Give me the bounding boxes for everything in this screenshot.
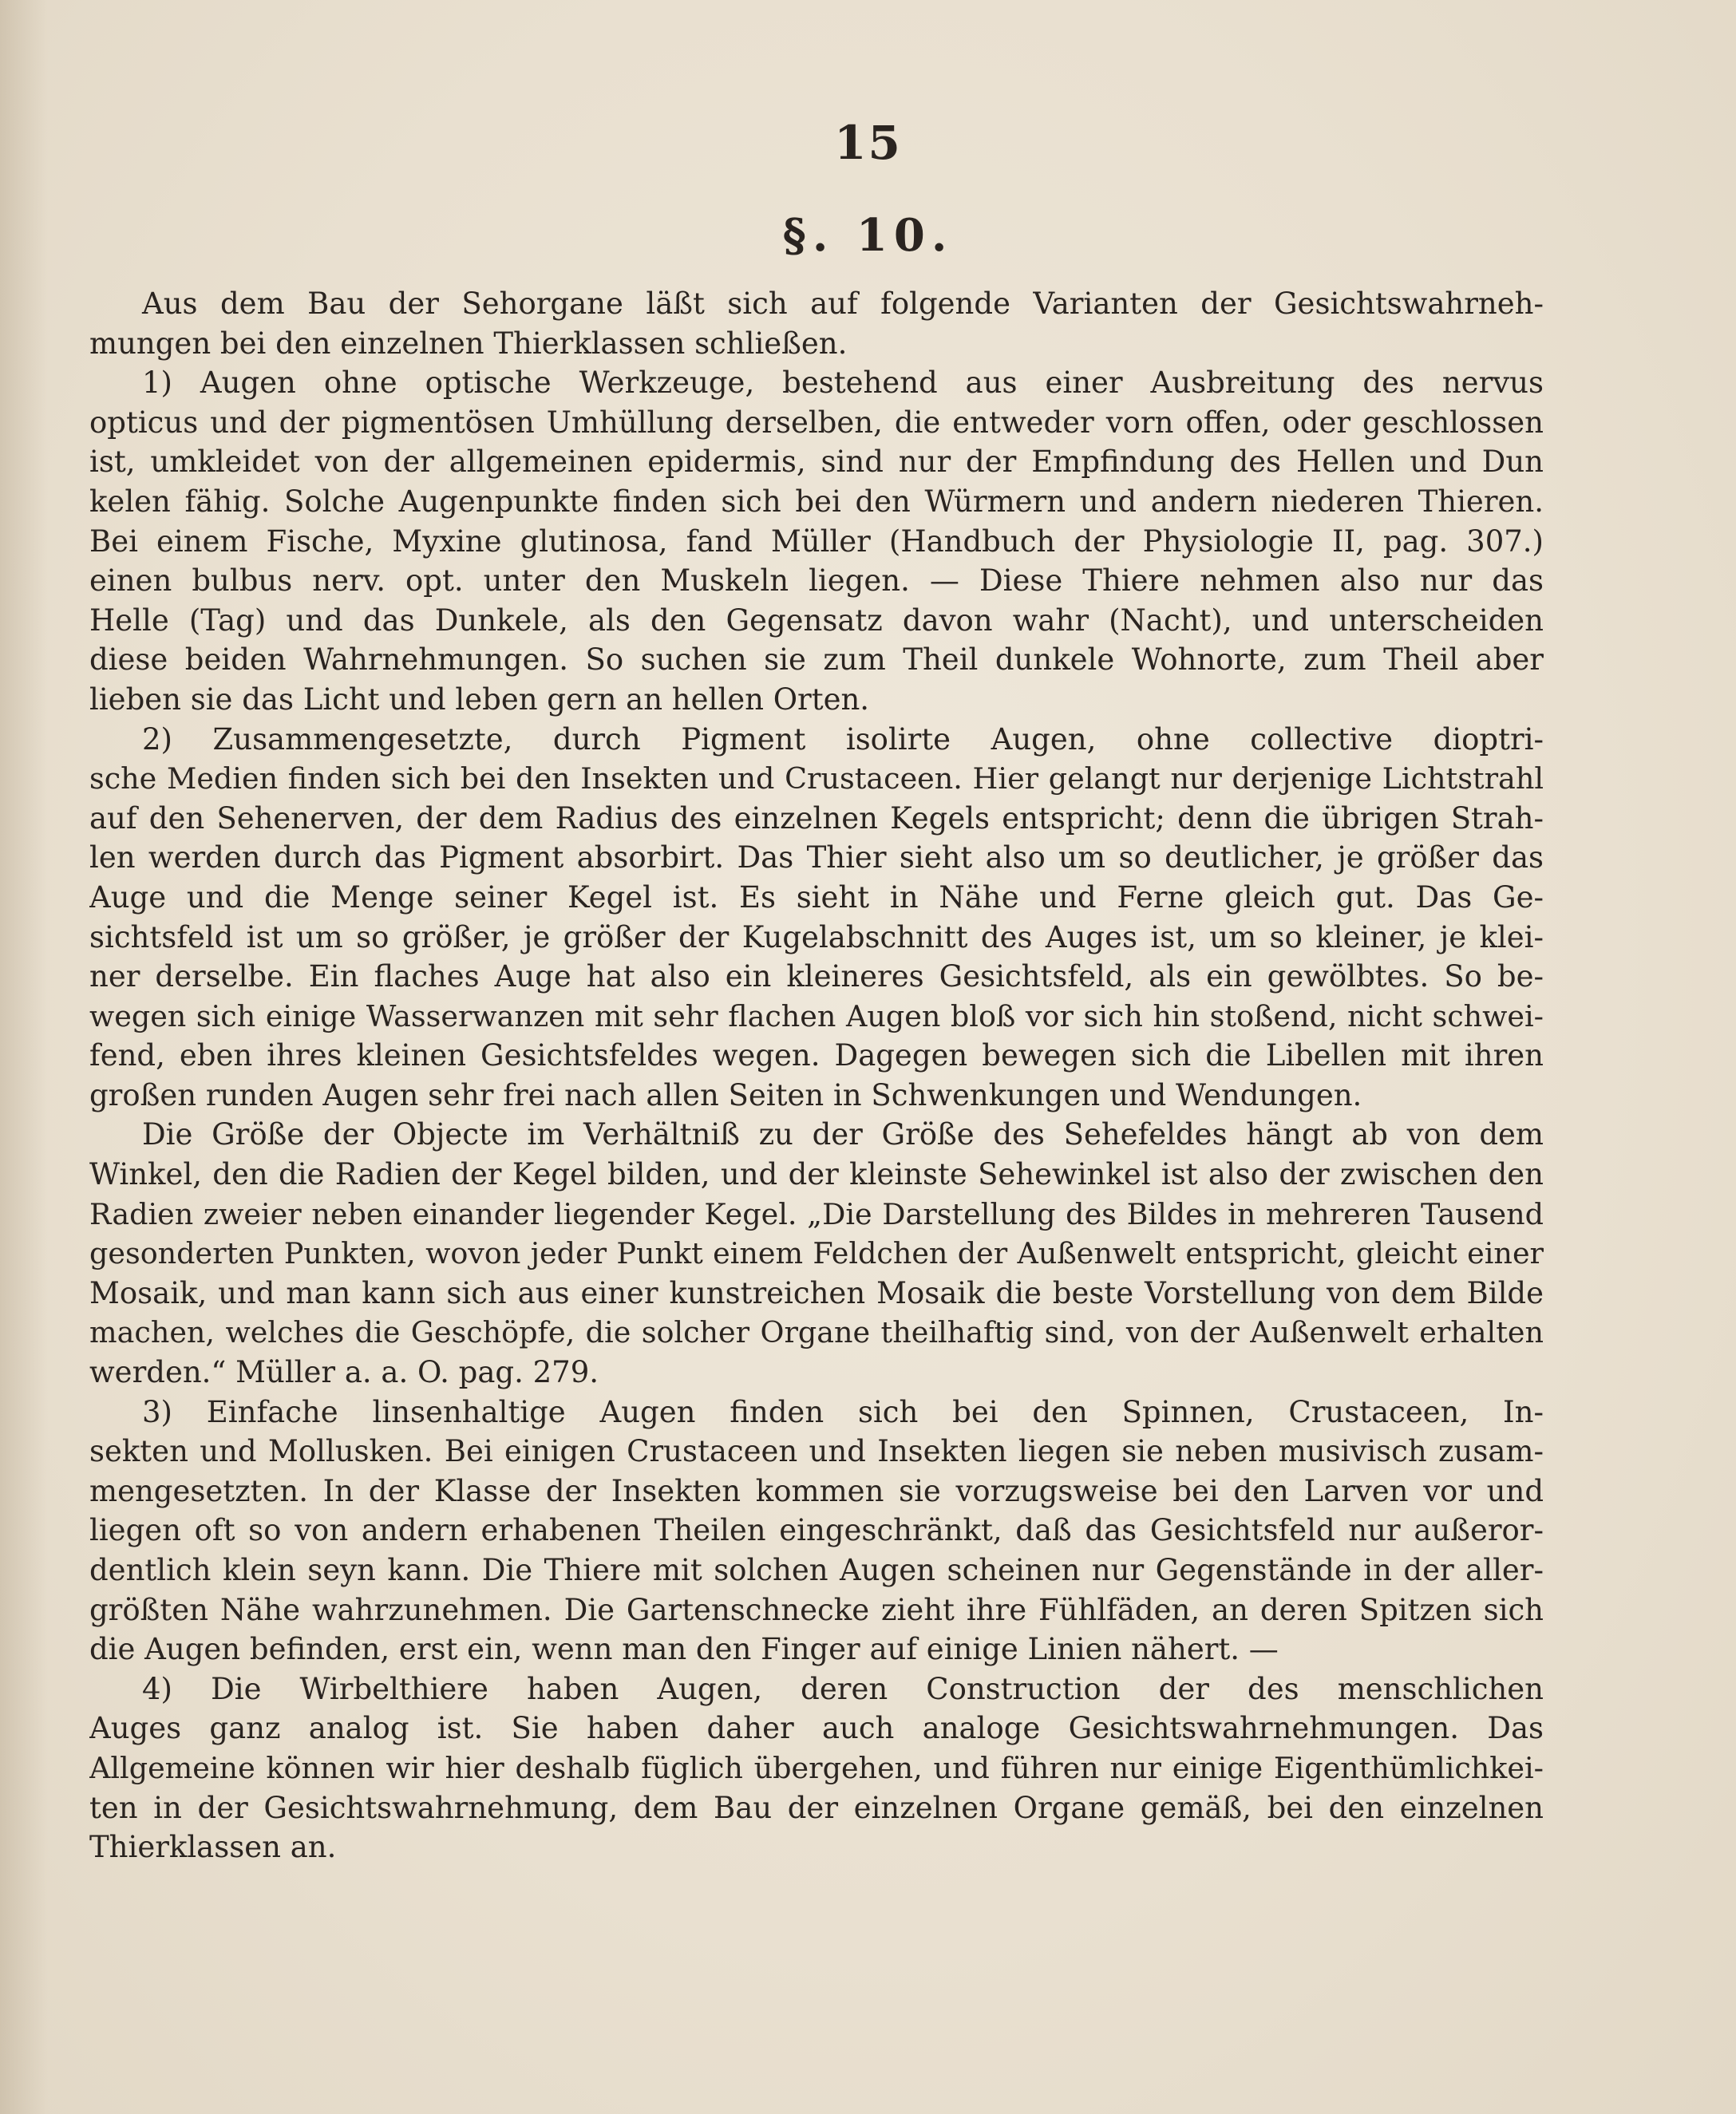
text-line: ner derselbe. Ein flaches Auge hat also ein kleineres Gesichtsfeld, als ein gewölbtes. So be- [89,959,1544,994]
text-line: Helle (Tag) und das Dunkele, als den Gegensatz davon wahr (Nacht), und unterscheiden [89,603,1544,638]
text-line: werden.“ Müller a. a. O. pag. 279. [89,1355,599,1390]
binding-shadow [0,0,48,2114]
text-line: mungen bei den einzelnen Thierklassen schließen. [89,326,848,361]
text-line: Die Größe der Objecte im Verhältniß zu der Größe des Sehefeldes hängt ab von dem [142,1117,1544,1152]
paragraph-item-4 [89,1669,1544,1867]
text-line: Winkel, den die Radien der Kegel bilden, und der kleinste Sehewinkel ist also der zwischen den [89,1157,1544,1192]
paragraph-item-1 [89,363,1544,719]
text-line: großen runden Augen sehr frei nach allen Seiten in Schwenkungen und Wendungen. [89,1077,1362,1112]
text-line: ist, umkleidet von der allgemeinen epidermis, sind nur der Empfindung des Hellen und Dun [89,445,1544,480]
text-line: Mosaik, und man kann sich aus einer kunstreichen Mosaik die beste Vorstellung von dem Bilde [89,1275,1544,1310]
text-line: diese beiden Wahrnehmungen. So suchen sie zum Theil dunkele Wohnorte, zum Theil aber [89,642,1544,678]
text-line: sche Medien finden sich bei den Insekten und Crustaceen. Hier gelangt nur derjenige Lichtstrahl [89,761,1544,796]
paragraph-intro [89,284,1544,363]
text-line: Radien zweier neben einander liegender Kegel. „Die Darstellung des Bildes in mehreren Tausend [89,1196,1544,1231]
text-line: gesonderten Punkten, wovon jeder Punkt einem Feldchen der Außenwelt entspricht, gleicht einer [89,1236,1544,1271]
body-text [89,284,1544,1867]
text-line: Bei einem Fische, Myxine glutinosa, fand Müller (Handbuch der Physiologie II, pag. 307.) [89,524,1544,559]
text-line: einen bulbus nerv. opt. unter den Muskeln liegen. — Diese Thiere nehmen also nur das [89,563,1544,599]
text-line: wegen sich einige Wasserwanzen mit sehr flachen Augen bloß vor sich hin stoßend, nicht schwei- [89,998,1544,1033]
text-line: dentlich klein seyn kann. Die Thiere mit solchen Augen scheinen nur Gegenstände in der aller- [89,1553,1544,1587]
text-line: sichtsfeld ist um so größer, je größer der Kugelabschnitt des Auges ist, um so kleiner, je klei- [89,919,1544,954]
text-line: sekten und Mollusken. Bei einigen Crustaceen und Insekten liegen sie neben musivisch zusam- [89,1434,1544,1469]
text-line: 1) Augen ohne optische Werkzeuge, bestehend aus einer Ausbreitung des nervus [142,366,1544,401]
paragraph-mosaic [89,1115,1544,1392]
text-line: Auges ganz analog ist. Sie haben daher auch analoge Gesichtswahrnehmungen. Das [89,1711,1544,1746]
text-line: machen, welches die Geschöpfe, die solcher Organe theilhaftig sind, von der Außenwelt erhalten [89,1315,1544,1350]
page-number: 15 [834,116,902,170]
text-line: kelen fähig. Solche Augenpunkte finden sich bei den Würmern und andern niederen Thieren. [89,484,1544,519]
text-line: die Augen befinden, erst ein, wenn man den Finger auf einige Linien nähert. — [89,1632,1279,1667]
text-line: Aus dem Bau der Sehorgane läßt sich auf folgende Varianten der Gesichtswahrneh- [142,286,1544,321]
text-line: lieben sie das Licht und leben gern an hellen Orten. [89,682,870,717]
text-line: größten Nähe wahrzunehmen. Die Gartenschnecke zieht ihre Fühlfäden, an deren Spitzen sich [89,1592,1544,1627]
text-line: Thierklassen an. [89,1830,337,1865]
text-line: mengesetzten. In der Klasse der Insekten kommen sie vorzugsweise bei den Larven vor und [89,1473,1544,1508]
text-line: len werden durch das Pigment absorbirt. Das Thier sieht also um so deutlicher, je größer das [89,840,1544,875]
text-line: 3) Einfache linsenhaltige Augen finden sich bei den Spinnen, Crustaceen, In- [142,1394,1544,1429]
text-line: Allgemeine können wir hier deshalb füglich übergehen, und führen nur einige Eigenthümlichkei- [89,1750,1544,1785]
text-line: opticus und der pigmentösen Umhüllung derselben, die entweder vorn offen, oder geschlossen [89,405,1544,440]
text-line: auf den Sehenerven, der dem Radius des einzelnen Kegels entspricht; denn die übrigen Strah- [89,800,1544,836]
text-line: ten in der Gesichtswahrnehmung, dem Bau der einzelnen Organe gemäß, bei den einzelnen [89,1790,1544,1825]
text-line: 2) Zusammengesetzte, durch Pigment isolirte Augen, ohne collective dioptri- [142,721,1544,757]
text-line: 4) Die Wirbelthiere haben Augen, deren Construction der des menschlichen [142,1671,1544,1706]
text-line: fend, eben ihres kleinen Gesichtsfeldes wegen. Dagegen bewegen sich die Libellen mit ihren [89,1038,1544,1073]
section-title: §. 10. [782,209,954,262]
paragraph-item-2 [89,720,1544,1116]
text-line: liegen oft so von andern erhabenen Theilen eingeschränkt, daß das Gesichtsfeld nur außeror- [89,1513,1544,1548]
paragraph-item-3 [89,1393,1544,1669]
text-line: Auge und die Menge seiner Kegel ist. Es sieht in Nähe und Ferne gleich gut. Das Ge- [89,879,1544,915]
